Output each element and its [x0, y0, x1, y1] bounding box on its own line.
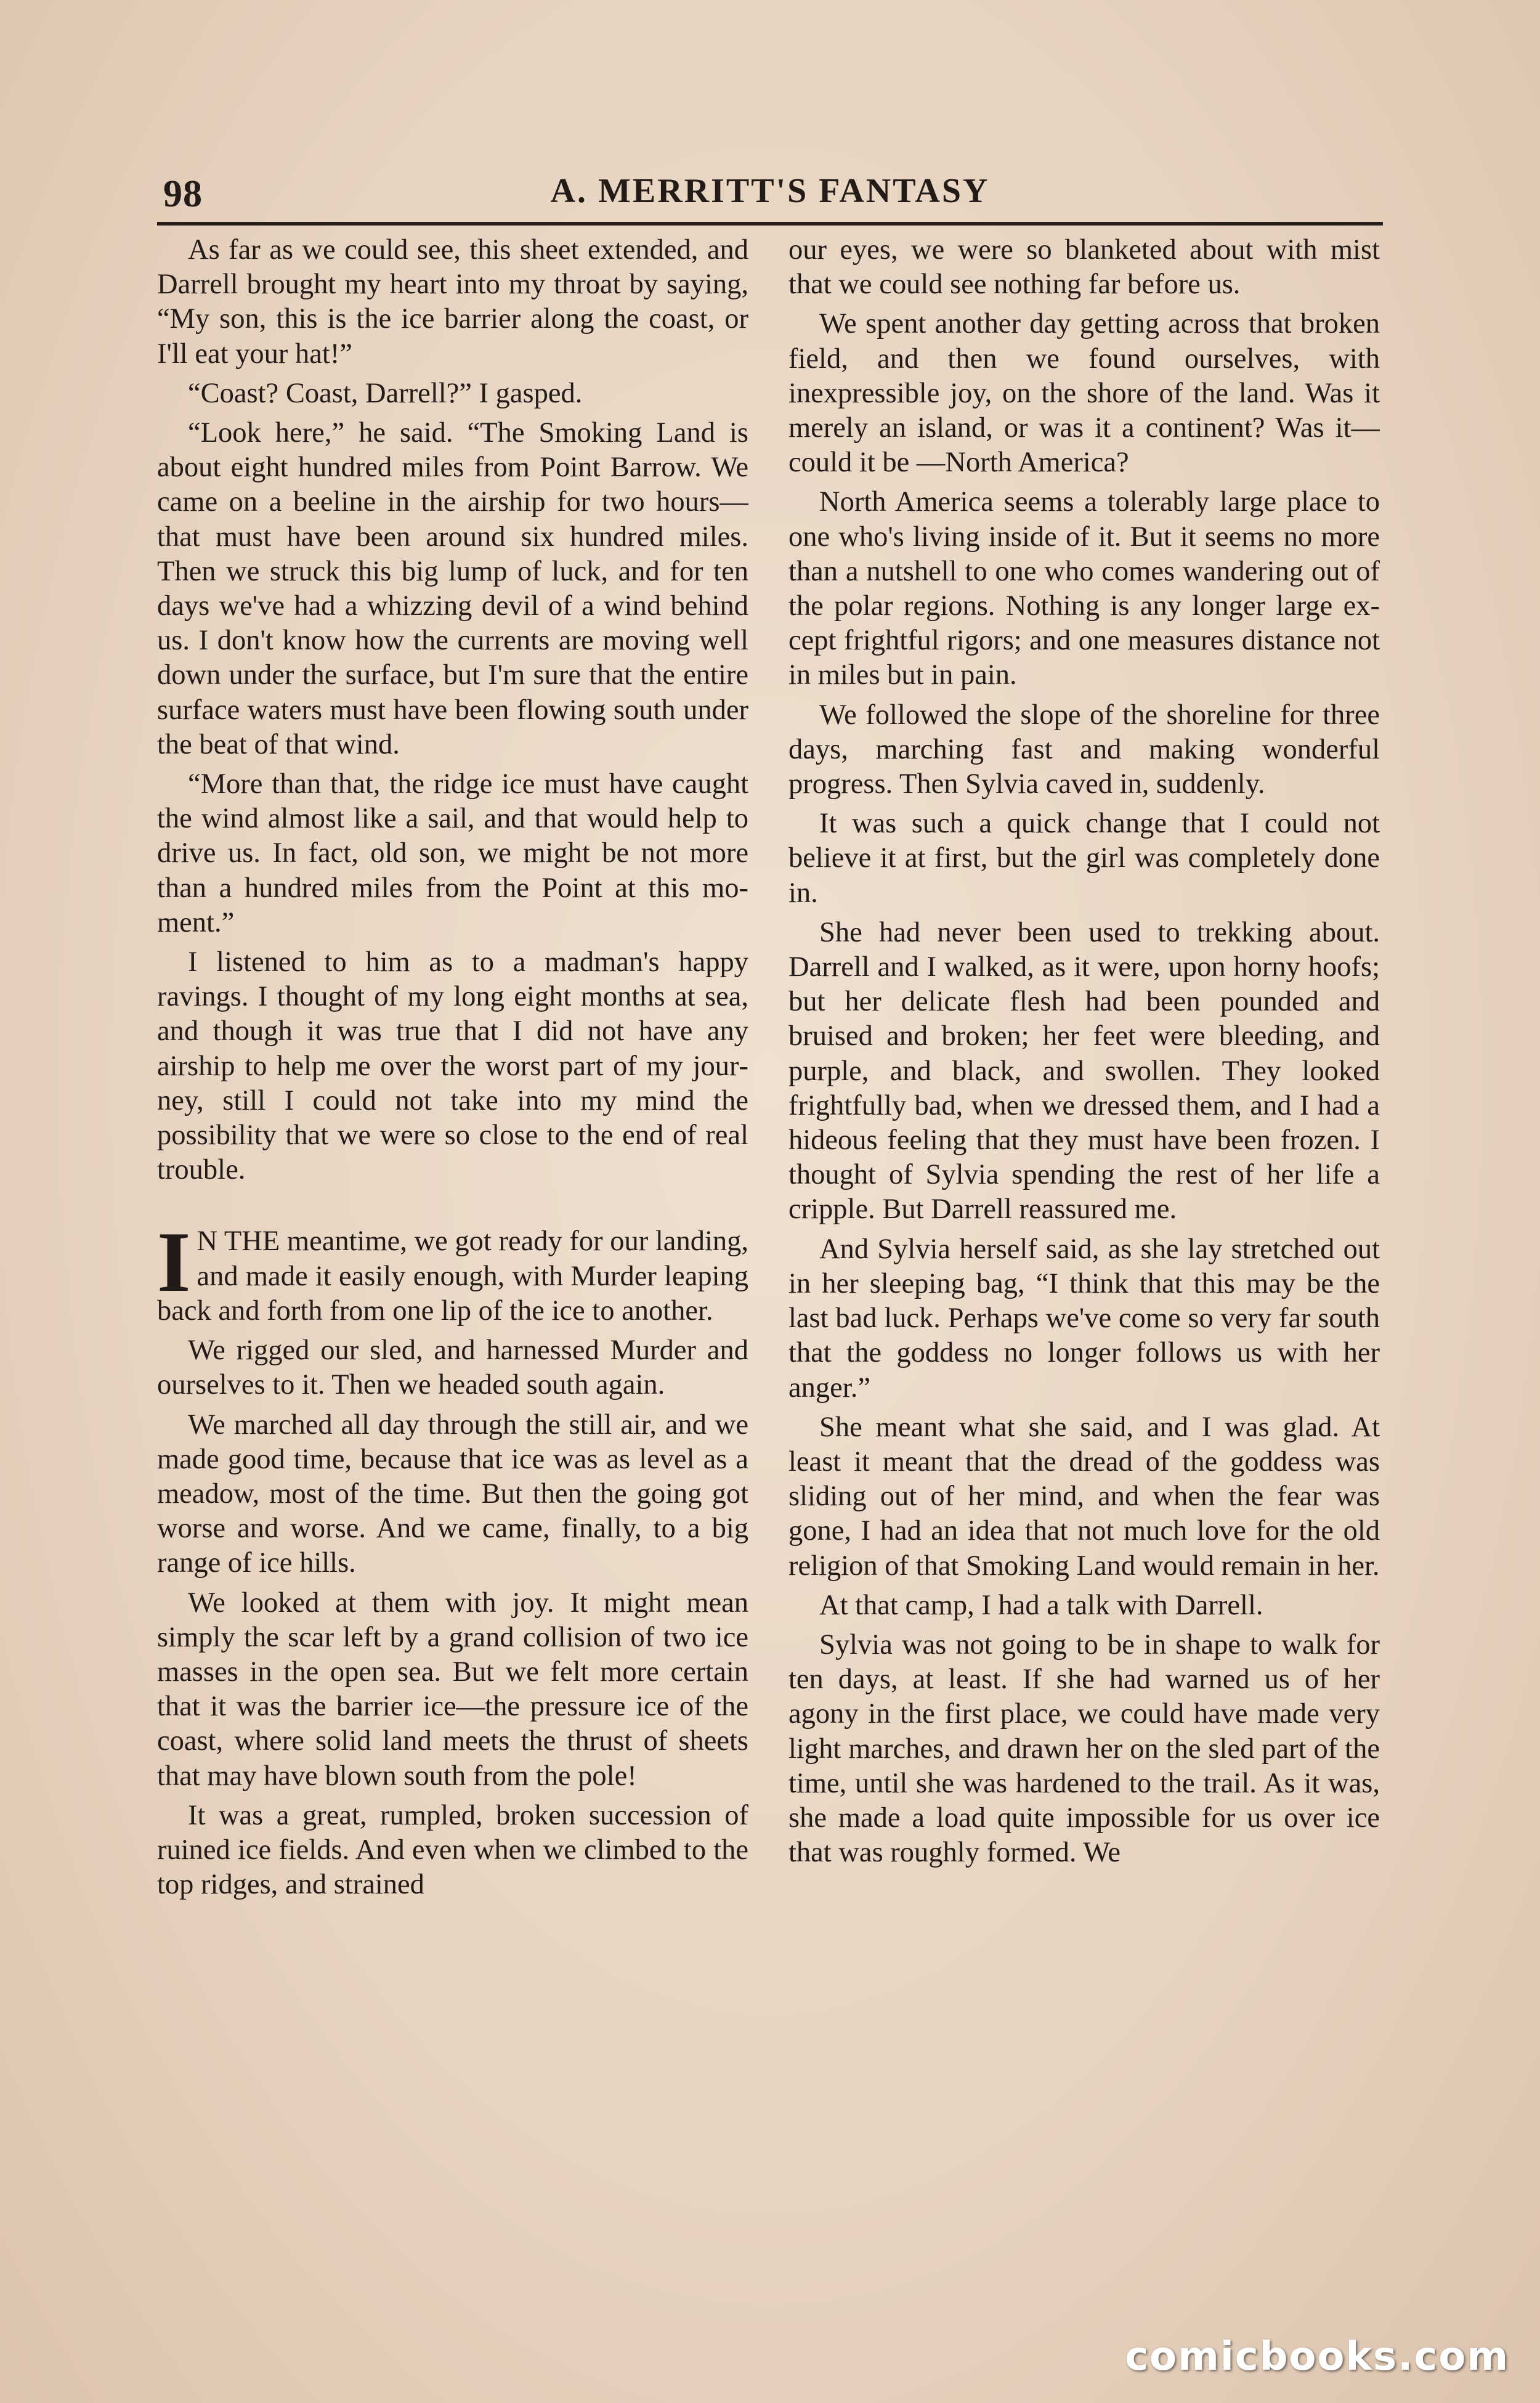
- paragraph: We spent another day getting across that broken field, and then we found ourselves, with inexpressible joy, on the shore of the land. Was it merely an island, or was it a continent? Was it—could it be —North America?: [788, 308, 1380, 479]
- page-header: [157, 161, 1383, 223]
- paragraph: Sylvia was not going to be in shape to walk for ten days, at least. If she had warned us of her agony in the first place, we could have made very light marches, and drawn her on the sled part of the time, until she was hardened to the trail. As it was, she made a load quite impossible for us over ice that was roughly formed. We: [788, 1628, 1380, 1869]
- paragraph: We looked at them with joy. It might mean simply the scar left by a grand collision of two ice masses in the open sea. But we felt more certain that it was the barrier ice—the pressure ice of the coast, where solid land meets the thrust of sheets that may have blown south from the pole!: [157, 1587, 748, 1792]
- site-watermark: comicbooks.com: [1125, 2334, 1509, 2380]
- paragraph: It was such a quick change that I could not believe it at first, but the girl was completely done in.: [788, 808, 1380, 909]
- paragraph: She meant what she said, and I was glad. At least it meant that the dread of the goddess was sliding out of her mind, and when the fear was gone, I had an idea that not much love for the old religion of that Smoking Land would remain in her.: [788, 1411, 1380, 1582]
- paragraph: She had never been used to trekking about. Darrell and I walked, as it were, upon horny hoofs; but her delicate flesh had been pounded and bruised and broken; her feet were bleeding, and purple, and black, and swollen. They looked frightfully bad, when we dressed them, and I had a hideous feeling that they must have been frozen. I thought of Sylvia spending the rest of her life a cripple. But Darrell reassured me.: [788, 916, 1380, 1226]
- paragraph: We marched all day through the still air, and we made good time, because that ice was as level as a meadow, most of the time. But then the going got worse and worse. And we came, finally, to a big range of ice hills.: [157, 1409, 748, 1579]
- left-column: [157, 233, 748, 2223]
- header-rule: [157, 222, 1383, 226]
- paragraph: “More than that, the ridge ice must have caught the wind almost like a sail, and that would help to drive us. In fact, old son, we might be not more than a hundred miles from the Point at this moment.”: [157, 768, 748, 938]
- running-head: A. MERRITT'S FANTASY: [550, 172, 990, 210]
- drop-cap: I: [157, 1214, 191, 1311]
- section-opening-text: N THE meantime, we got ready for our landing, and made it easily enough, with Murder leaping back and forth from one lip of the ice to another.: [157, 1226, 748, 1327]
- paragraph: And Sylvia herself said, as she lay stretched out in her sleeping bag, “I think that this may be the last bad luck. Perhaps we've come so very far south that the goddess no longer follows us with her anger.”: [788, 1233, 1380, 1404]
- paragraph: We rigged our sled, and harnessed Murder and ourselves to it. Then we headed south again.: [157, 1335, 748, 1401]
- section-opening-paragraph: [157, 1214, 748, 1328]
- paragraph: As far as we could see, this sheet extended, and Darrell brought my heart into my throat by saying, “My son, this is the ice barrier along the coast, or I'll eat your hat!”: [157, 234, 748, 370]
- paragraph: I listened to him as to a madman's happy ravings. I thought of my long eight months at sea, and though it was true that I did not have any airship to help me over the worst part of my journey, still I could not take into my mind the possibility that we were so close to the end of real trouble.: [157, 946, 748, 1186]
- paragraph: It was a great, rumpled, broken succession of ruined ice fields. And even when we climbed to the top ridges, and strained: [157, 1799, 748, 1901]
- paragraph: At that camp, I had a talk with Darrell.: [819, 1589, 1263, 1621]
- paragraph: “Coast? Coast, Darrell?” I gasped.: [188, 377, 583, 409]
- paragraph: “Look here,” he said. “The Smoking Land is about eight hundred miles from Point Barrow. We came on a beeline in the airship for two hours—that must have been around six hundred miles. Then we struck this big lump of luck, and for ten days we've had a whizzing devil of a wind behind us. I don't know how the currents are moving well down under the surface, but I'm sure that the entire surface waters must have been flowing south under the beat of that wind.: [157, 417, 748, 760]
- paragraph: North America seems a tolerably large place to one who's living inside of it. But it seems no more than a nutshell to one who comes wandering out of the polar regions. Nothing is any longer large except frightful rigors; and one measures distance not in miles but in pain.: [788, 486, 1380, 691]
- right-column: [788, 233, 1380, 2223]
- paragraph: We followed the slope of the shoreline for three days, marching fast and making wonderful progress. Then Sylvia caved in, suddenly.: [788, 699, 1380, 800]
- page-number: 98: [163, 173, 203, 215]
- continued-paragraph: our eyes, we were so blanketed about with mist that we could see nothing far before us.: [788, 234, 1380, 301]
